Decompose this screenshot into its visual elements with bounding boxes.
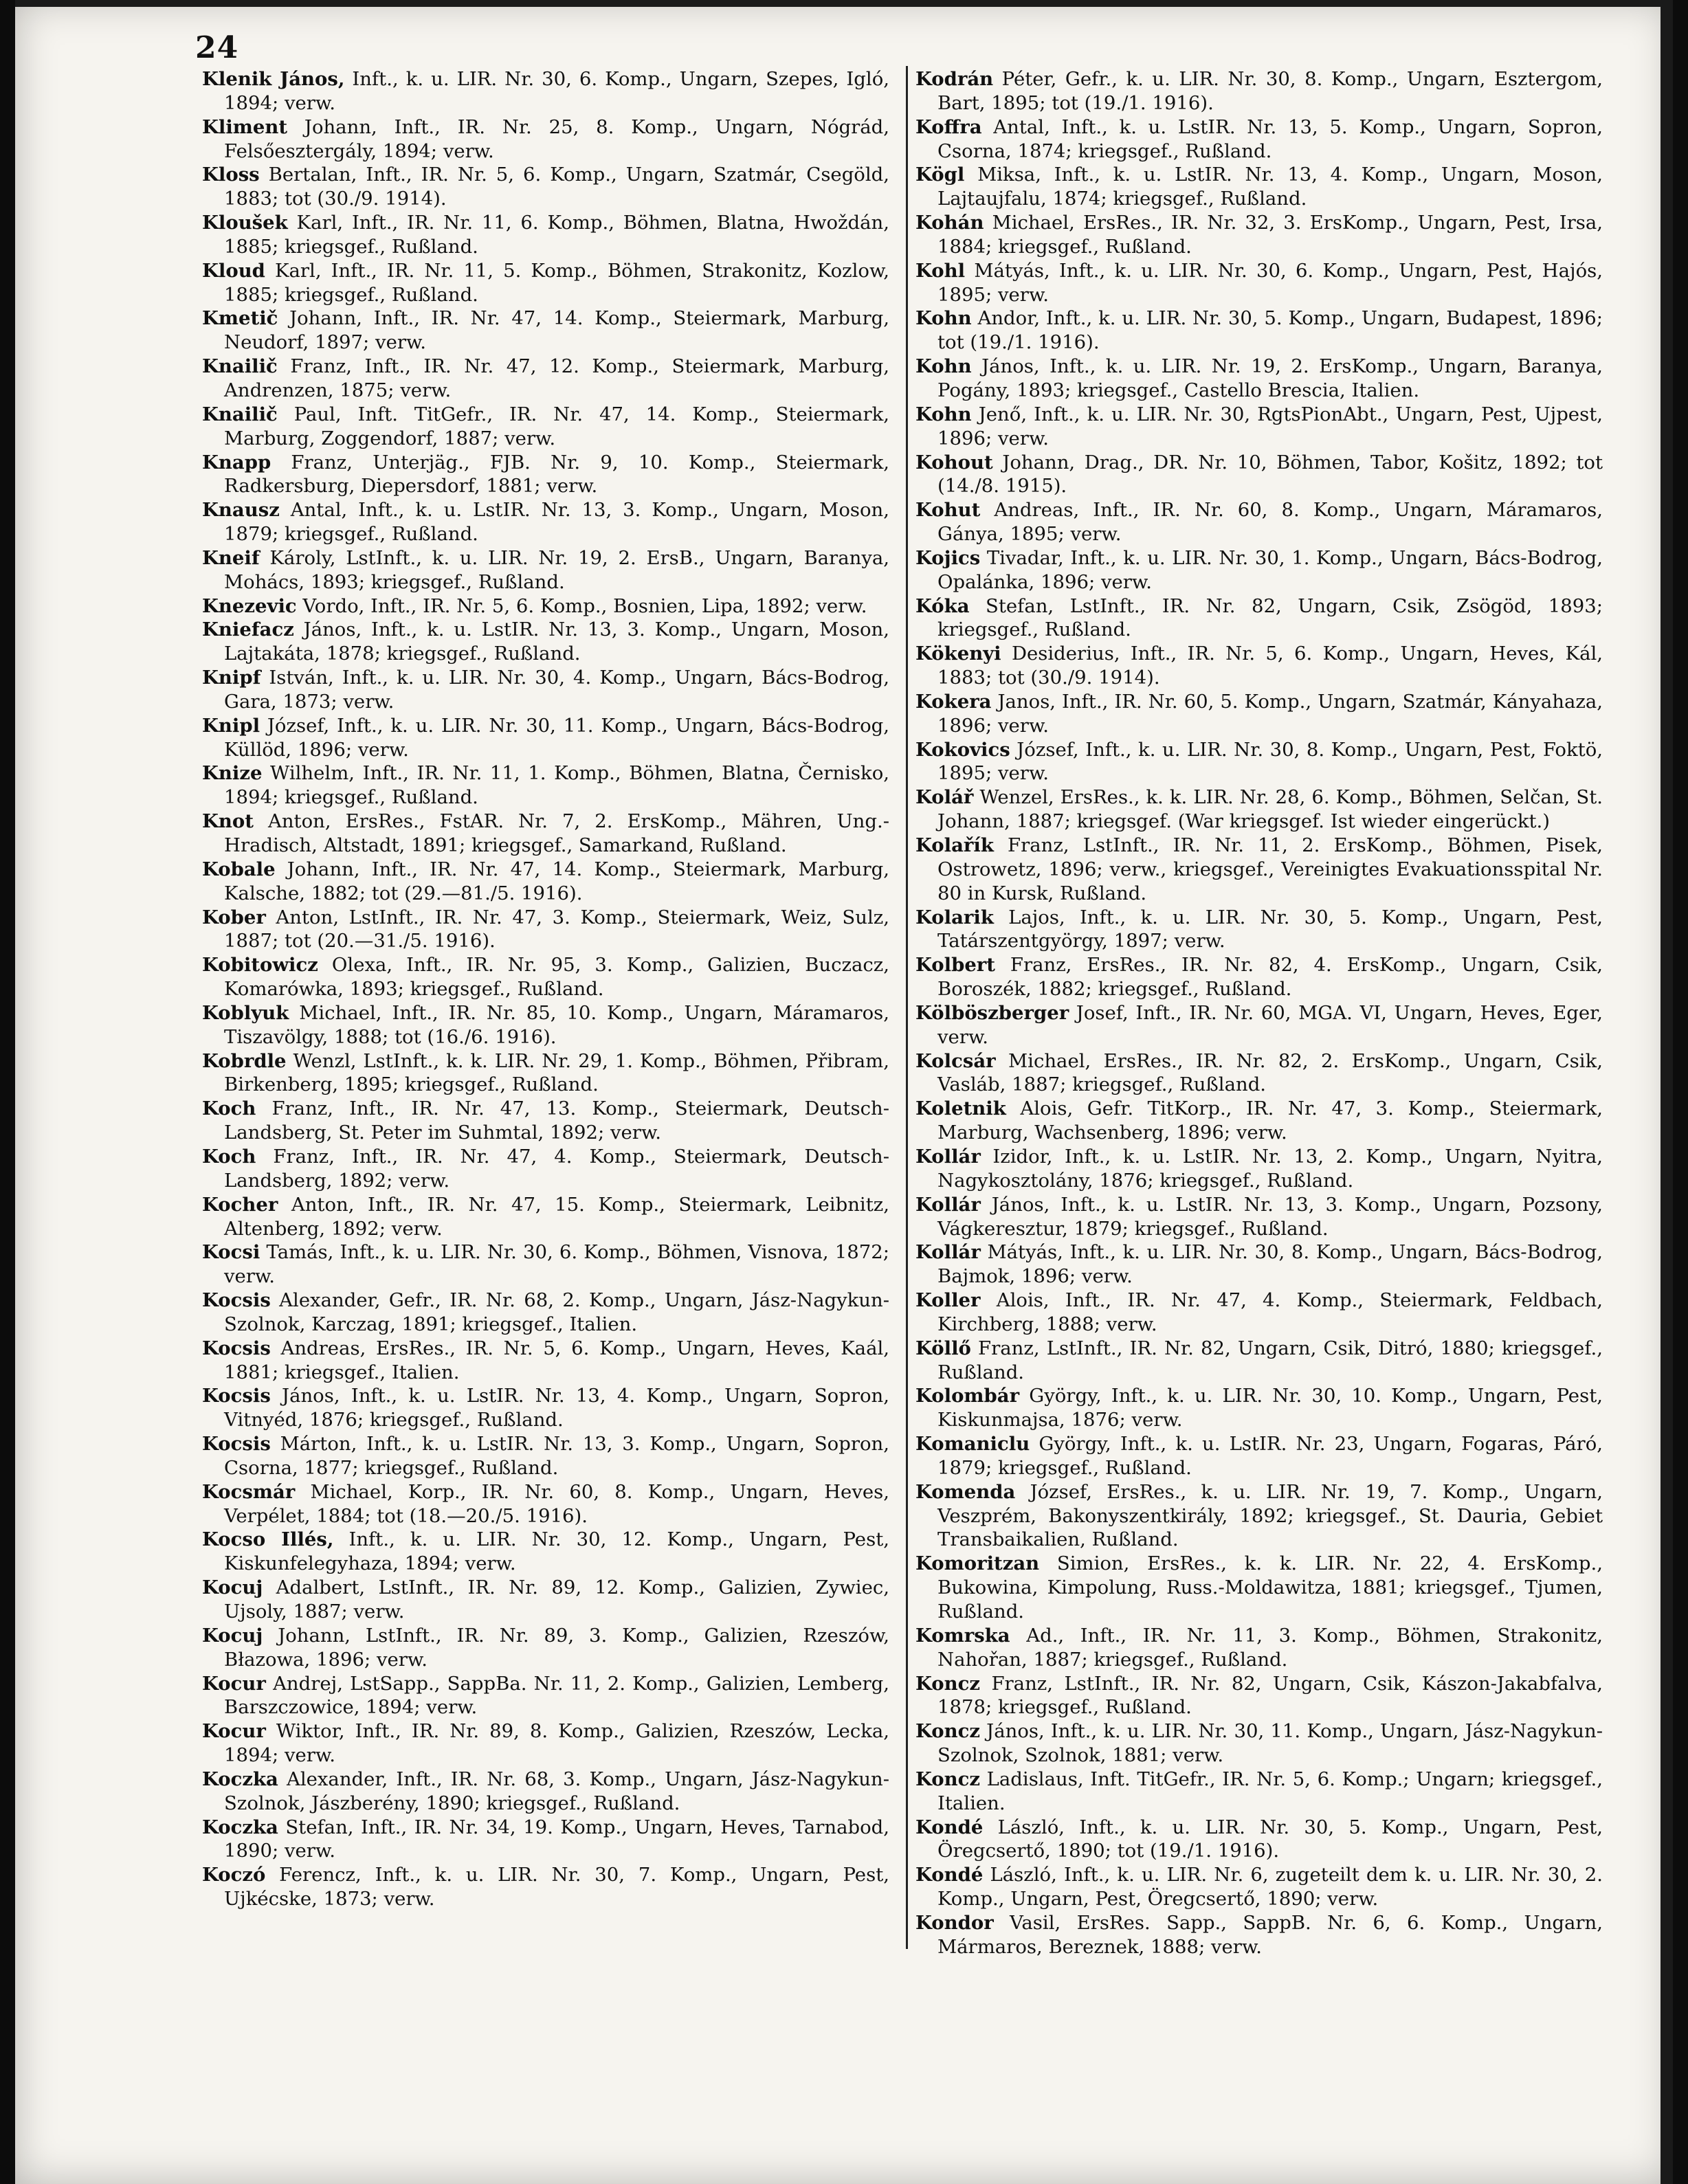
casualty-entry: [915, 1863, 1603, 1911]
entry-details: László, Inft., k. u. LIR. Nr. 30, 5. Komp., Ungarn, Pest, Öregcsertő, 1890; tot (19./1. 1916).: [937, 1816, 1603, 1862]
entry-details: Wiktor, Inft., IR. Nr. 89, 8. Komp., Galizien, Rzeszów, Lecka, 1894; verw.: [224, 1720, 889, 1767]
entry-details: Alexander, Gefr., IR. Nr. 68, 2. Komp., Ungarn, Jász-Nagykun-Szolnok, Karczag, 1891; kriegsgef., Italien.: [224, 1289, 889, 1335]
entry-details: Antal, Inft., k. u. LstIR. Nr. 13, 3. Komp., Ungarn, Moson, 1879; kriegsgef., Rußland.: [224, 499, 889, 546]
casualty-entry: [202, 403, 889, 451]
casualty-entry: [915, 163, 1603, 211]
casualty-entry: [202, 1719, 889, 1768]
entry-details: Michael, Korp., IR. Nr. 60, 8. Komp., Ungarn, Heves, Verpélet, 1884; tot (18.—20./5. 1916).: [224, 1480, 889, 1527]
casualty-entry: [915, 1719, 1603, 1768]
entry-surname: Koncz: [915, 1768, 980, 1790]
entry-surname: Knipl: [202, 714, 260, 737]
scan-border-right: [1661, 0, 1673, 2184]
entry-surname: Kölböszberger: [915, 1001, 1069, 1024]
entry-details: Bertalan, Inft., IR. Nr. 5, 6. Komp., Ungarn, Szatmár, Csegöld, 1883; tot (30./9. 1914).: [224, 164, 889, 210]
entry-details: Josef, Inft., IR. Nr. 60, MGA. VI, Ungarn, Heves, Eger, verw.: [937, 1001, 1603, 1048]
entry-surname: Koczka: [202, 1768, 278, 1790]
entry-surname: Knausz: [202, 499, 280, 522]
entry-surname: Klenik János,: [202, 68, 345, 90]
casualty-entry: [202, 906, 889, 954]
entry-surname: Koncz: [915, 1672, 980, 1695]
entry-surname: Knapp: [202, 451, 271, 473]
casualty-entry: [202, 1384, 889, 1432]
entry-details: József, Inft., k. u. LIR. Nr. 30, 8. Komp., Ungarn, Pest, Foktö, 1895; verw.: [937, 738, 1603, 785]
casualty-entry: [915, 1193, 1603, 1241]
casualty-entry: [202, 1145, 889, 1193]
entry-details: Franz, Inft., IR. Nr. 47, 13. Komp., Steiermark, Deutsch-Landsberg, St. Peter im Suhmtal, 1892; verw.: [224, 1097, 889, 1144]
casualty-entry: [915, 498, 1603, 546]
entry-surname: Kollár: [915, 1145, 981, 1168]
entry-details: János, Inft., k. u. LstIR. Nr. 13, 3. Komp., Ungarn, Pozsony, Vágkeresztur, 1879; kriegsgef., Rußland.: [937, 1193, 1603, 1240]
casualty-entry: [915, 1384, 1603, 1432]
entry-details: János, Inft., k. u. LstIR. Nr. 13, 3. Komp., Ungarn, Moson, Lajtakáta, 1878; kriegsgef., Rußland.: [224, 619, 889, 665]
entry-details: György, Inft., k. u. LstIR. Nr. 23, Ungarn, Fogaras, Páró, 1879; kriegsgef., Rußland.: [937, 1433, 1603, 1479]
entry-details: Franz, ErsRes., IR. Nr. 82, 4. ErsKomp., Ungarn, Csik, Boroszék, 1882; kriegsgef., Rußland.: [937, 954, 1603, 1001]
casualty-entry: [915, 307, 1603, 355]
casualty-entry: [202, 211, 889, 259]
entry-details: Karl, Inft., IR. Nr. 11, 5. Komp., Böhmen, Strakonitz, Kozlow, 1885; kriegsgef., Rußland.: [224, 259, 889, 306]
entry-details: Péter, Gefr., k. u. LIR. Nr. 30, 8. Komp., Ungarn, Esztergom, Bart, 1895; tot (19./1. 1916).: [937, 68, 1603, 114]
entry-surname: Kollár: [915, 1241, 981, 1264]
casualty-entry: [202, 546, 889, 594]
entry-details: Paul, Inft. TitGefr., IR. Nr. 47, 14. Komp., Steiermark, Marburg, Zoggendorf, 1887; verw.: [224, 403, 889, 449]
entry-surname: Knailič: [202, 355, 278, 378]
entry-surname: Komenda: [915, 1480, 1016, 1503]
casualty-entry: [202, 761, 889, 810]
casualty-entry: [202, 1049, 889, 1097]
entry-details: Johann, Inft., IR. Nr. 25, 8. Komp., Ungarn, Nógrád, Felsőesztergály, 1894; verw.: [224, 115, 889, 162]
entry-details: Franz, Inft., IR. Nr. 47, 12. Komp., Steiermark, Marburg, Andrenzen, 1875; verw.: [224, 355, 889, 401]
entry-surname: Kocsis: [202, 1433, 271, 1456]
casualty-entry: [915, 355, 1603, 403]
entry-details: Jenő, Inft., k. u. LIR. Nr. 30, RgtsPionAbt., Ungarn, Pest, Ujpest, 1896; verw.: [937, 403, 1603, 449]
casualty-entry: [202, 355, 889, 403]
casualty-entry: [202, 666, 889, 714]
entry-surname: Kondé: [915, 1816, 984, 1838]
casualty-entry: [915, 642, 1603, 690]
entry-surname: Kolarik: [915, 906, 994, 928]
casualty-entry: [915, 1337, 1603, 1385]
casualty-entry: [915, 1816, 1603, 1864]
entry-surname: Kodrán: [915, 68, 994, 90]
entry-details: Adalbert, LstInft., IR. Nr. 89, 12. Komp., Galizien, Zywiec, Ujsoly, 1887; verw.: [224, 1576, 889, 1623]
entry-surname: Kniefacz: [202, 619, 294, 641]
entry-surname: Kocsmár: [202, 1480, 296, 1503]
entry-details: Károly, LstInft., k. u. LIR. Nr. 19, 2. ErsB., Ungarn, Baranya, Mohács, 1893; kriegsgef., Rußland.: [224, 546, 889, 593]
entry-surname: Kocsis: [202, 1289, 271, 1312]
entry-surname: Kocso Illés,: [202, 1528, 334, 1551]
entry-details: Vordo, Inft., IR. Nr. 5, 6. Komp., Bosnien, Lipa, 1892; verw.: [296, 594, 867, 617]
document-page: [15, 0, 1673, 2184]
casualty-entry: [202, 163, 889, 211]
casualty-entry: [202, 858, 889, 906]
entry-surname: Koller: [915, 1289, 981, 1312]
casualty-entry: [915, 1001, 1603, 1049]
entry-details: Franz, Unterjäg., FJB. Nr. 9, 10. Komp., Steiermark, Radkersburg, Diepersdorf, 1881; verw.: [224, 451, 889, 498]
entry-details: Ferencz, Inft., k. u. LIR. Nr. 30, 7. Komp., Ungarn, Pest, Ujkécske, 1873; verw.: [224, 1864, 889, 1910]
casualty-entry: [202, 115, 889, 164]
casualty-entry: [202, 1672, 889, 1720]
entry-details: Anton, ErsRes., FstAR. Nr. 7, 2. ErsKomp., Mähren, Ung.-Hradisch, Altstadt, 1891; kriegsgef., Samarkand, Rußland.: [224, 810, 889, 856]
entry-details: Anton, LstInft., IR. Nr. 47, 3. Komp., Steiermark, Weiz, Sulz, 1887; tot (20.—31./5. 1916).: [224, 906, 889, 952]
casualty-entry: [202, 498, 889, 546]
entry-details: Franz, LstInft., IR. Nr. 11, 2. ErsKomp., Böhmen, Pisek, Ostrowetz, 1896; verw., kriegsgef., Vereinigtes Evakuationsspital Nr. 80 in Kursk, Rußland.: [937, 834, 1603, 904]
entry-surname: Kohn: [915, 307, 972, 330]
entry-details: Mátyás, Inft., k. u. LIR. Nr. 30, 8. Komp., Ungarn, Bács-Bodrog, Bajmok, 1896; verw.: [937, 1241, 1603, 1288]
entry-surname: Koch: [202, 1145, 256, 1168]
entry-details: Johann, LstInft., IR. Nr. 89, 3. Komp., Galizien, Rzeszów, Błazowa, 1896; verw.: [224, 1624, 889, 1671]
casualty-entry: [915, 211, 1603, 259]
casualty-entry: [202, 810, 889, 858]
casualty-entry: [915, 259, 1603, 307]
entry-surname: Kokera: [915, 690, 992, 713]
entry-details: Alois, Gefr. TitKorp., IR. Nr. 47, 3. Komp., Steiermark, Marburg, Wachsenberg, 1896; verw.: [937, 1097, 1603, 1144]
casualty-entry: [202, 1193, 889, 1241]
casualty-entry: [915, 1240, 1603, 1289]
entry-details: Inft., k. u. LIR. Nr. 30, 12. Komp., Ungarn, Pest, Kiskunfelegyhaza, 1894; verw.: [224, 1528, 889, 1575]
entry-details: Alexander, Inft., IR. Nr. 68, 3. Komp., Ungarn, Jász-Nagykun-Szolnok, Jászberény, 1890; kriegsgef., Rußland.: [224, 1768, 889, 1814]
entry-surname: Knailič: [202, 403, 278, 425]
entry-surname: Kliment: [202, 115, 288, 138]
entry-surname: Kocur: [202, 1720, 266, 1743]
entry-details: Andreas, Inft., IR. Nr. 60, 8. Komp., Ungarn, Máramaros, Gánya, 1895; verw.: [937, 499, 1603, 546]
entry-surname: Kocsis: [202, 1385, 271, 1407]
entry-surname: Kocsi: [202, 1241, 260, 1264]
entry-details: Desiderius, Inft., IR. Nr. 5, 6. Komp., Ungarn, Heves, Kál, 1883; tot (30./9. 1914).: [937, 643, 1603, 689]
casualty-entry: [915, 1552, 1603, 1624]
casualty-entry: [202, 1624, 889, 1672]
entry-details: Johann, Inft., IR. Nr. 47, 14. Komp., Steiermark, Marburg, Kalsche, 1882; tot (29.—81./5. 1916).: [224, 858, 889, 904]
entry-details: László, Inft., k. u. LIR. Nr. 6, zugeteilt dem k. u. LIR. Nr. 30, 2. Komp., Ungarn, Pest, Öregcsertő, 1890; verw.: [937, 1864, 1603, 1910]
entry-details: Wilhelm, Inft., IR. Nr. 11, 1. Komp., Böhmen, Blatna, Černisko, 1894; kriegsgef., Rußland.: [224, 762, 889, 809]
casualty-entry: [915, 1768, 1603, 1816]
casualty-entry: [202, 1768, 889, 1816]
casualty-entry: [915, 1624, 1603, 1672]
scan-border-top: [15, 0, 1673, 7]
entry-surname: Kolbert: [915, 954, 996, 977]
casualty-entry: [915, 834, 1603, 906]
entry-details: Antal, Inft., k. u. LstIR. Nr. 13, 5. Komp., Ungarn, Sopron, Csorna, 1874; kriegsgef., Rußland.: [937, 115, 1603, 162]
entry-surname: Kollár: [915, 1193, 981, 1216]
entry-surname: Koffra: [915, 115, 982, 138]
casualty-entry: [202, 67, 889, 115]
page-number: 24: [195, 30, 239, 65]
entry-surname: Köllő: [915, 1337, 971, 1359]
entry-details: Tamás, Inft., k. u. LIR. Nr. 30, 6. Komp., Böhmen, Visnova, 1872; verw.: [224, 1241, 889, 1288]
entry-surname: Knipf: [202, 667, 261, 689]
entry-surname: Knot: [202, 810, 254, 833]
entry-surname: Kneif: [202, 546, 260, 569]
entry-surname: Kondor: [915, 1911, 994, 1934]
casualty-entry: [202, 594, 889, 619]
right-column: [915, 67, 1603, 1959]
entry-surname: Kolombár: [915, 1385, 1020, 1407]
casualty-entry: [915, 594, 1603, 643]
entry-details: Michael, ErsRes., IR. Nr. 82, 2. ErsKomp., Ungarn, Csik, Vasláb, 1887; kriegsgef., Rußland.: [937, 1049, 1603, 1096]
entry-surname: Kobitowicz: [202, 954, 318, 977]
casualty-entry: [202, 1432, 889, 1480]
casualty-entry: [915, 1289, 1603, 1337]
entry-details: Michael, ErsRes., IR. Nr. 32, 3. ErsKomp., Ungarn, Pest, Irsa, 1884; kriegsgef., Rußland.: [937, 212, 1603, 258]
entry-surname: Kóka: [915, 594, 970, 617]
entry-surname: Kohán: [915, 212, 984, 234]
entry-surname: Kojics: [915, 546, 981, 569]
casualty-entry: [915, 546, 1603, 594]
entry-surname: Kobrdle: [202, 1049, 287, 1072]
entry-details: János, Inft., k. u. LIR. Nr. 30, 11. Komp., Ungarn, Jász-Nagykun-Szolnok, Szolnok, 1881; verw.: [937, 1720, 1603, 1767]
entry-details: Michael, Inft., IR. Nr. 85, 10. Komp., Ungarn, Máramaros, Tiszavölgy, 1888; tot (16./6. 1916).: [224, 1001, 889, 1048]
casualty-entry: [202, 714, 889, 762]
casualty-entry: [202, 1816, 889, 1864]
entry-details: Karl, Inft., IR. Nr. 11, 6. Komp., Böhmen, Blatna, Hwoždán, 1885; kriegsgef., Rußland.: [224, 212, 889, 258]
casualty-entry: [202, 1863, 889, 1911]
entry-details: Janos, Inft., IR. Nr. 60, 5. Komp., Ungarn, Szatmár, Kányahaza, 1896; verw.: [937, 690, 1603, 737]
entry-surname: Kober: [202, 906, 266, 928]
entry-surname: Kloušek: [202, 212, 288, 234]
entry-surname: Kocsis: [202, 1337, 271, 1359]
entry-surname: Kokovics: [915, 738, 1010, 761]
entry-surname: Komoritzan: [915, 1552, 1040, 1575]
entry-details: János, Inft., k. u. LstIR. Nr. 13, 4. Komp., Ungarn, Sopron, Vitnyéd, 1876; kriegsgef., Rußland.: [224, 1385, 889, 1431]
entry-details: Wenzl, LstInft., k. k. LIR. Nr. 29, 1. Komp., Böhmen, Přibram, Birkenberg, 1895; kriegsgef., Rußland.: [224, 1049, 889, 1096]
casualty-entry: [202, 451, 889, 499]
left-column: [202, 67, 889, 1911]
entry-details: Johann, Inft., IR. Nr. 47, 14. Komp., Steiermark, Marburg, Neudorf, 1897; verw.: [224, 307, 889, 354]
entry-details: Franz, Inft., IR. Nr. 47, 4. Komp., Steiermark, Deutsch-Landsberg, 1892; verw.: [224, 1145, 889, 1192]
entry-details: Andreas, ErsRes., IR. Nr. 5, 6. Komp., Ungarn, Heves, Kaál, 1881; kriegsgef., Italien.: [224, 1337, 889, 1383]
entry-surname: Kohout: [915, 451, 993, 473]
entry-surname: Kolář: [915, 786, 974, 809]
entry-details: Miksa, Inft., k. u. LstIR. Nr. 13, 4. Komp., Ungarn, Moson, Lajtaujfalu, 1874; kriegsgef., Rußland.: [937, 164, 1603, 210]
casualty-entry: [202, 953, 889, 1001]
entry-details: Anton, Inft., IR. Nr. 47, 15. Komp., Steiermark, Leibnitz, Altenberg, 1892; verw.: [224, 1193, 889, 1240]
entry-surname: Kohl: [915, 259, 966, 282]
entry-details: Izidor, Inft., k. u. LstIR. Nr. 13, 2. Komp., Ungarn, Nyitra, Nagykosztolány, 1876; kriegsgef., Rußland.: [937, 1145, 1603, 1192]
entry-surname: Kohn: [915, 355, 972, 378]
casualty-entry: [915, 906, 1603, 954]
entry-surname: Koczka: [202, 1816, 278, 1838]
casualty-entry: [915, 1672, 1603, 1720]
entry-details: Mátyás, Inft., k. u. LIR. Nr. 30, 6. Komp., Ungarn, Pest, Hajós, 1895; verw.: [937, 259, 1603, 306]
casualty-entry: [915, 738, 1603, 786]
entry-details: Alois, Inft., IR. Nr. 47, 4. Komp., Steiermark, Feldbach, Kirchberg, 1888; verw.: [937, 1289, 1603, 1335]
entry-details: Andor, Inft., k. u. LIR. Nr. 30, 5. Komp., Ungarn, Budapest, 1896; tot (19./1. 1916).: [937, 307, 1603, 354]
entry-details: Tivadar, Inft., k. u. LIR. Nr. 30, 1. Komp., Ungarn, Bács-Bodrog, Opalánka, 1896; verw.: [937, 546, 1603, 593]
entry-surname: Koletnik: [915, 1097, 1006, 1120]
casualty-entry: [202, 1001, 889, 1049]
casualty-entry: [915, 115, 1603, 164]
column-divider: [906, 66, 908, 1949]
casualty-entry: [915, 690, 1603, 738]
casualty-entry: [915, 1480, 1603, 1552]
entry-details: Franz, LstInft., IR. Nr. 82, Ungarn, Csik, Ditró, 1880; kriegsgef., Rußland.: [937, 1337, 1603, 1383]
entry-details: Vasil, ErsRes. Sapp., SappB. Nr. 6, 6. Komp., Ungarn, Mármaros, Bereznek, 1888; verw.: [937, 1911, 1603, 1958]
entry-surname: Knezevic: [202, 594, 297, 617]
entry-details: József, Inft., k. u. LIR. Nr. 30, 11. Komp., Ungarn, Bács-Bodrog, Küllöd, 1896; verw.: [224, 714, 889, 761]
casualty-entry: [915, 1097, 1603, 1145]
casualty-entry: [202, 307, 889, 355]
entry-details: Johann, Drag., DR. Nr. 10, Böhmen, Tabor, Košitz, 1892; tot (14./8. 1915).: [937, 451, 1603, 498]
entry-surname: Kökenyi: [915, 643, 1001, 665]
entry-details: Márton, Inft., k. u. LstIR. Nr. 13, 3. Komp., Ungarn, Sopron, Csorna, 1877; kriegsgef., Rußland.: [224, 1433, 889, 1479]
entry-surname: Kohn: [915, 403, 972, 425]
entry-surname: Kocuj: [202, 1624, 263, 1647]
entry-surname: Kmetič: [202, 307, 278, 330]
casualty-entry: [915, 1911, 1603, 1959]
casualty-entry: [202, 1289, 889, 1337]
entry-surname: Kolařík: [915, 834, 994, 856]
entry-details: József, ErsRes., k. u. LIR. Nr. 19, 7. Komp., Ungarn, Veszprém, Bakonyszentkirály, 1892; kriegsgef., St. Dauria, Gebiet Transbaikalien, Rußland.: [937, 1480, 1603, 1551]
entry-surname: Komrska: [915, 1624, 1010, 1647]
entry-surname: Koblyuk: [202, 1001, 289, 1024]
casualty-entry: [202, 1576, 889, 1624]
entry-surname: Kocur: [202, 1672, 266, 1695]
casualty-entry: [202, 1097, 889, 1145]
casualty-entry: [915, 1049, 1603, 1097]
entry-details: György, Inft., k. u. LIR. Nr. 30, 10. Komp., Ungarn, Pest, Kiskunmajsa, 1876; verw.: [937, 1385, 1603, 1431]
casualty-entry: [202, 1337, 889, 1385]
entry-surname: Kloss: [202, 164, 260, 186]
casualty-entry: [915, 1145, 1603, 1193]
entry-details: István, Inft., k. u. LIR. Nr. 30, 4. Komp., Ungarn, Bács-Bodrog, Gara, 1873; verw.: [224, 667, 889, 713]
casualty-entry: [915, 451, 1603, 499]
entry-surname: Kobale: [202, 858, 276, 880]
entry-surname: Knize: [202, 762, 263, 785]
entry-surname: Koch: [202, 1097, 256, 1120]
entry-details: Inft., k. u. LIR. Nr. 30, 6. Komp., Ungarn, Szepes, Igló, 1894; verw.: [224, 68, 889, 114]
entry-surname: Koczó: [202, 1864, 266, 1886]
casualty-entry: [915, 1432, 1603, 1480]
entry-surname: Kloud: [202, 259, 265, 282]
entry-details: Ladislaus, Inft. TitGefr., IR. Nr. 5, 6. Komp.; Ungarn; kriegsgef., Italien.: [937, 1768, 1603, 1814]
entry-details: Olexa, Inft., IR. Nr. 95, 3. Komp., Galizien, Buczacz, Komarówka, 1893; kriegsgef., Rußland.: [224, 954, 889, 1001]
casualty-entry: [202, 1528, 889, 1576]
entry-surname: Kocuj: [202, 1576, 263, 1599]
casualty-entry: [915, 67, 1603, 115]
casualty-entry: [202, 1240, 889, 1289]
entry-surname: Kohut: [915, 499, 981, 522]
entry-details: Franz, LstInft., IR. Nr. 82, Ungarn, Csik, Kászon-Jakabfalva, 1878; kriegsgef., Rußland.: [937, 1672, 1603, 1719]
casualty-entry: [202, 618, 889, 666]
entry-details: Andrej, LstSapp., SappBa. Nr. 11, 2. Komp., Galizien, Lemberg, Barszczowice, 1894; verw.: [224, 1672, 889, 1719]
entry-surname: Komaniclu: [915, 1433, 1030, 1456]
entry-surname: Kögl: [915, 164, 965, 186]
entry-surname: Kolcsár: [915, 1049, 996, 1072]
entry-details: Stefan, LstInft., IR. Nr. 82, Ungarn, Csik, Zsögöd, 1893; kriegsgef., Rußland.: [937, 594, 1603, 641]
casualty-entry: [202, 1480, 889, 1528]
casualty-entry: [915, 403, 1603, 451]
entry-details: Ad., Inft., IR. Nr. 11, 3. Komp., Böhmen, Strakonitz, Nahořan, 1887; kriegsgef., Rußland.: [937, 1624, 1603, 1671]
entry-details: Lajos, Inft., k. u. LIR. Nr. 30, 5. Komp., Ungarn, Pest, Tatárszentgyörgy, 1897; verw.: [937, 906, 1603, 952]
entry-details: János, Inft., k. u. LIR. Nr. 19, 2. ErsKomp., Ungarn, Baranya, Pogány, 1893; kriegsgef., Castello Brescia, Italien.: [937, 355, 1603, 401]
entry-details: Wenzel, ErsRes., k. k. LIR. Nr. 28, 6. Komp., Böhmen, Selčan, St. Johann, 1887; kriegsgef. (War kriegsgef. Ist wieder eingerückt.): [937, 786, 1603, 833]
casualty-entry: [202, 259, 889, 307]
casualty-entry: [915, 953, 1603, 1001]
entry-surname: Koncz: [915, 1720, 980, 1743]
entry-details: Stefan, Inft., IR. Nr. 34, 19. Komp., Ungarn, Heves, Tarnabod, 1890; verw.: [224, 1816, 889, 1862]
casualty-entry: [915, 785, 1603, 834]
entry-surname: Kocher: [202, 1193, 278, 1216]
entry-surname: Kondé: [915, 1864, 984, 1886]
entry-details: Simion, ErsRes., k. k. LIR. Nr. 22, 4. ErsKomp., Bukowina, Kimpolung, Russ.-Moldawitza, 1881; kriegsgef., Tjumen, Rußland.: [937, 1552, 1603, 1623]
